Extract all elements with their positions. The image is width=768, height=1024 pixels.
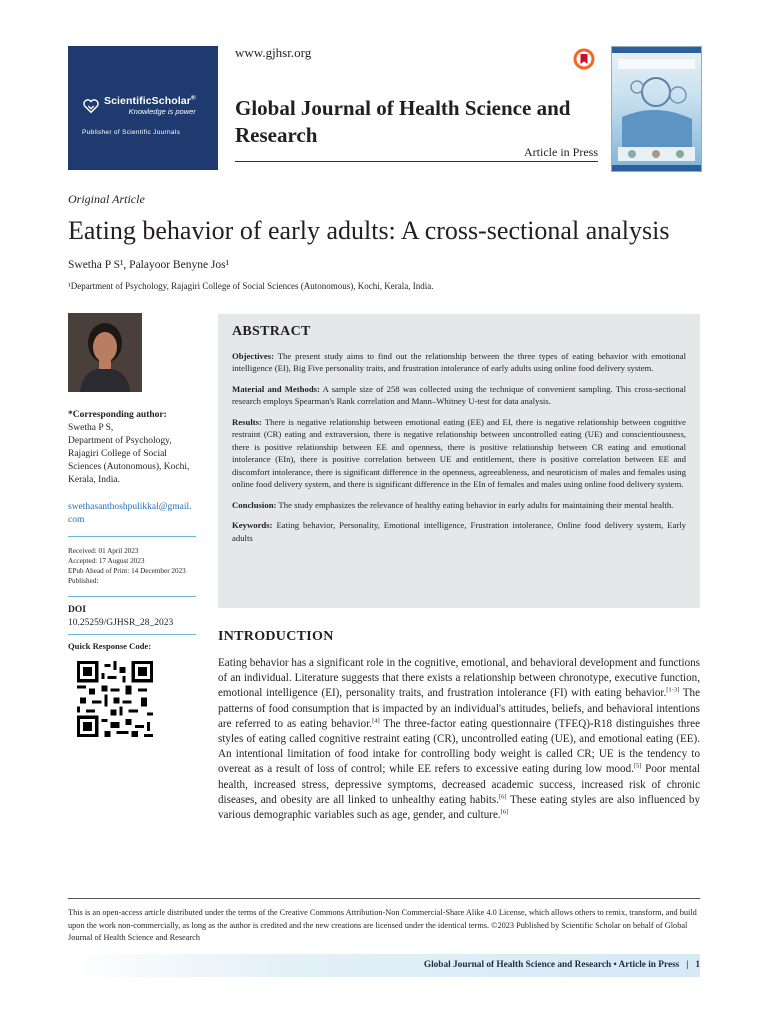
doi-value[interactable]: 10.25259/GJHSR_28_2023 (68, 618, 174, 628)
abstract-conclusion (232, 499, 686, 512)
sidebar-divider (68, 596, 196, 597)
author-portrait (68, 313, 142, 392)
introduction-heading: INTRODUCTION (218, 629, 334, 644)
methods-text: A sample size of 258 was collected using the technique of convenient sampling. This cross-sectional research employs Spearman's Rank correlation and Mann–Whitney U-test for data analysis. (232, 383, 686, 406)
introduction-body (218, 656, 700, 823)
page-number: 1 (695, 960, 700, 970)
intro-text: These eating styles are also influenced by various demographic variables such as age, gender, and culture. (218, 793, 701, 822)
registered-mark: ® (190, 94, 196, 102)
objectives-label: Objectives: (232, 350, 274, 361)
doi-block (68, 604, 198, 630)
footer-separator: | (686, 960, 689, 970)
article-status: Article in Press (524, 145, 598, 159)
qr-code-icon[interactable] (77, 661, 153, 737)
corresponding-author (68, 409, 198, 487)
corresponding-line: Swetha P S, (68, 423, 114, 433)
results-text: There is negative relationship between emotional eating (EE) and EI, there is negative relationship between cognitive restraint (CR) eating and extraversion, there is negative relationship between uncontrolled eating (UE) and conscientiousness, there is positive relationship between EE and openness, there is positive relationship between CR eating and emotional intolerance (EIn), there is positive correlation between UE and entitlement, there is positive correlation between EE and discomfort intolerance, there is significant difference in the openness, agreeableness, and neuroticism of males and females using online food delivery system, and there is significant difference in the EIn of females and males using online food delivery system. (232, 416, 686, 489)
abstract-box (218, 314, 700, 608)
intro-text: Eating behavior has a significant role in the cognitive, emotional, and behavioral development and functions of an individual. Literature suggests that there exists a relationship between chronotype, executive function, emotional intelligence (EI), personality traits, and frustration intolerance (FI) with eating behavior. (218, 657, 700, 700)
article-dates (68, 546, 198, 586)
author-affiliation: ¹Department of Psychology, Rajagiri College of Social Sciences (Autonomous), Kochi, Kerala, India. (68, 281, 434, 291)
keywords-label: Keywords: (232, 520, 273, 530)
publisher-name: ScientificScholar (104, 95, 191, 107)
intro-text: The patterns of food consumption that is impacted by an individual's attitudes, beliefs, and behavioral intentions are referred to as eating behavior. (218, 687, 700, 730)
received-date: Received: 01 April 2023 (68, 547, 139, 555)
intro-text: Poor mental health, increased stress, depressive symptoms, decreased academic success, increased risk of chronic diseases, and obesity are all linked to unhealthy eating habits. (218, 763, 700, 806)
journal-cover-image (611, 46, 702, 172)
publisher-tagline: Knowledge is power (128, 107, 196, 116)
keywords-text: Eating behavior, Personality, Emotional intelligence, Frustration intolerance, Online food delivery system, Early adults (232, 520, 686, 543)
results-label: Results: (232, 416, 262, 427)
email-line[interactable]: com (68, 515, 85, 525)
abstract-heading: ABSTRACT (232, 324, 311, 339)
corresponding-line: Sciences (Autonomous), Kochi, (68, 462, 190, 472)
running-footer-text: Global Journal of Health Science and Research • Article in Press (423, 960, 680, 970)
running-footer (300, 960, 700, 970)
scientific-scholar-logo-icon (82, 97, 100, 115)
journal-site-link[interactable]: www.gjhsr.org (235, 45, 312, 60)
citation-ref[interactable]: [5] (633, 762, 642, 770)
header-divider (235, 161, 598, 162)
article-title: Eating behavior of early adults: A cross-sectional analysis (68, 216, 670, 245)
citation-ref[interactable]: [6] (500, 808, 509, 816)
corresponding-line: Kerala, India. (68, 475, 120, 485)
abstract-methods (232, 383, 686, 408)
open-access-icon (573, 48, 595, 70)
intro-text: The three-factor eating questionnaire (TFEQ)-R18 distinguishes three styles of eating called cognitive restraint eating (CR), uncontrolled eating (UE), and emotional eating (EE). An intentional limitation of food intake for controlling body weight is called CR; UE is the tendency to overeat as a result of loss of control; while EE refers to excessive eating during low mood. (218, 717, 700, 776)
corresponding-line: Rajagiri College of Social (68, 449, 167, 459)
objectives-text: The present study aims to find out the relationship between the three types of eating behavior with emotional intelligence (EI), Big Five personality traits, and frustration intolerance of early adults using online food delivery system. (232, 350, 686, 373)
author-photo (68, 313, 142, 392)
sidebar-divider (68, 634, 196, 635)
article-type: Original Article (68, 192, 145, 206)
cover-bottom-strip (612, 165, 701, 171)
epub-date: EPub Ahead of Print: 14 December 2023 (68, 567, 186, 575)
conclusion-text: The study emphasizes the relevance of healthy eating behavior in early adults for maintaining their mental health. (276, 499, 674, 510)
sidebar-divider (68, 536, 196, 537)
citation-ref[interactable]: [4] (372, 717, 380, 725)
published-date: Published: (68, 577, 99, 585)
corresponding-label: *Corresponding author: (68, 410, 167, 420)
license-text: This is an open-access article distributed under the terms of the Creative Commons Attribution-Non Commercial-Share Alike 4.0 License, which allows others to remix, transform, and build upon the work non-commercially, as long as the author is credited and the new creations are licensed under the identical terms. ©2023 Published by Scientific Scholar on behalf of Global Journal of Health Science and Research (68, 908, 697, 942)
qr-label: Quick Response Code: (68, 641, 152, 651)
citation-ref[interactable]: [1-3] (666, 686, 680, 694)
footer-divider (68, 898, 700, 899)
conclusion-label: Conclusion: (232, 499, 277, 510)
abstract-keywords (232, 519, 686, 544)
doi-label: DOI (68, 605, 86, 615)
citation-ref[interactable]: [6] (499, 793, 507, 801)
methods-label: Material and Methods: (232, 383, 320, 394)
corresponding-line: Department of Psychology, (68, 436, 172, 446)
publisher-logo (82, 96, 196, 116)
journal-title: Global Journal of Health Science and Research (235, 96, 571, 147)
email-line[interactable]: swethasanthoshpulikkal@gmail. (68, 502, 192, 512)
abstract-objectives (232, 350, 686, 375)
publisher-subtitle: Publisher of Scientific Journals (82, 129, 181, 136)
article-authors: Swetha P S¹, Palayoor Benyne Jos¹ (68, 259, 230, 271)
abstract-results (232, 416, 686, 491)
author-email-link[interactable] (68, 501, 198, 527)
publisher-logo-box (68, 46, 218, 170)
cover-artwork (612, 47, 701, 171)
accepted-date: Accepted: 17 August 2023 (68, 557, 145, 565)
